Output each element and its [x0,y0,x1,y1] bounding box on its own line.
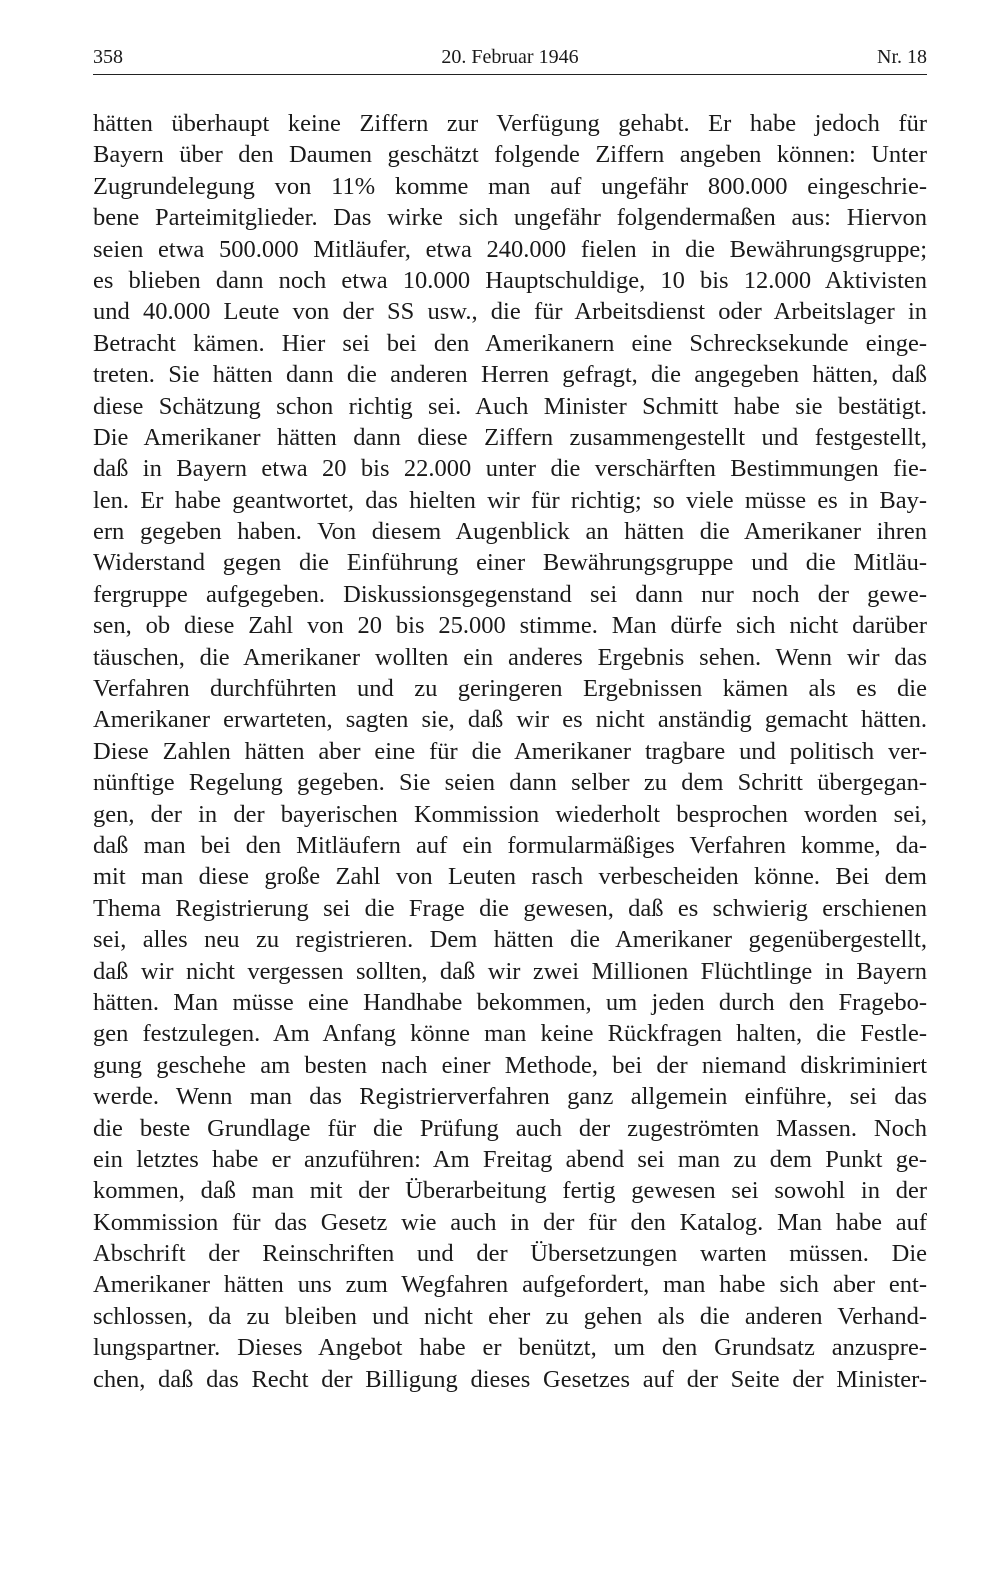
text-line: daß wir nicht vergessen sollten, daß wir zwei Millionen Flüchtlinge in Bayern [93,957,927,985]
text-line: gen festzulegen. Am Anfang könne man keine Rückfragen halten, die Festle- [93,1020,927,1048]
page-number: 358 [93,46,123,68]
text-line: Verfahren durchführten und zu geringeren Ergebnissen kämen als es die [93,675,927,703]
text-line: Amerikaner erwarteten, sagten sie, daß wir es nicht anständig gemacht hätten. [93,706,927,734]
text-line: hätten. Man müsse eine Handhabe bekommen, um jeden durch den Fragebo- [93,988,927,1016]
text-line: täuschen, die Amerikaner wollten ein anderes Ergebnis sehen. Wenn wir das [93,643,927,671]
text-line: bene Parteimitglieder. Das wirke sich ungefähr folgendermaßen aus: Hiervon [93,204,927,232]
text-line: Die Amerikaner hätten dann diese Ziffern zusammengestellt und festgestellt, [93,423,927,451]
text-line: Abschrift der Reinschriften und der Übersetzungen warten müssen. Die [93,1240,927,1268]
text-line: und 40.000 Leute von der SS usw., die für Arbeitsdienst oder Arbeitslager in [93,298,927,326]
text-line: daß man bei den Mitläufern auf ein formularmäßiges Verfahren komme, da- [93,831,927,859]
text-line: seien etwa 500.000 Mitläufer, etwa 240.000 fielen in die Bewährungsgruppe; [93,235,927,263]
text-line: Betracht kämen. Hier sei bei den Amerikanern eine Schrecksekunde einge- [93,329,927,357]
text-line: gen, der in der bayerischen Kommission wiederholt besprochen worden sei, [93,800,927,828]
text-line: Widerstand gegen die Einführung einer Bewährungsgruppe und die Mitläu- [93,549,927,577]
text-line: fergruppe aufgegeben. Diskussionsgegenstand sei dann nur noch der gewe- [93,580,927,608]
text-line: Kommission für das Gesetz wie auch in der für den Katalog. Man habe auf [93,1208,927,1236]
text-line: gung geschehe am besten nach einer Methode, bei der niemand diskriminiert [93,1051,927,1079]
text-line: ern gegeben haben. Von diesem Augenblick an hätten die Amerikaner ihren [93,518,927,546]
header-date: 20. Februar 1946 [441,46,579,68]
text-line: ein letztes habe er anzuführen: Am Freitag abend sei man zu dem Punkt ge- [93,1145,927,1173]
text-line: chen, daß das Recht der Billigung dieses Gesetzes auf der Seite der Minister- [93,1365,927,1393]
issue-number: Nr. 18 [877,46,927,68]
body-paragraph [93,108,927,1395]
text-line: sen, ob diese Zahl von 20 bis 25.000 stimme. Man dürfe sich nicht darüber [93,612,927,640]
text-line: werde. Wenn man das Registrierverfahren ganz allgemein einführe, sei das [93,1083,927,1111]
text-line: es blieben dann noch etwa 10.000 Hauptschuldige, 10 bis 12.000 Aktivisten [93,266,927,294]
text-line: lungspartner. Dieses Angebot habe er benützt, um den Grundsatz anzuspre- [93,1334,927,1362]
text-line: len. Er habe geantwortet, das hielten wir für richtig; so viele müsse es in Bay- [93,486,927,514]
text-line: nünftige Regelung gegeben. Sie seien dann selber zu dem Schritt übergegan- [93,769,927,797]
text-line: mit man diese große Zahl von Leuten rasch verbescheiden könne. Bei dem [93,863,927,891]
text-line: Thema Registrierung sei die Frage die gewesen, daß es schwierig erschienen [93,894,927,922]
text-line: hätten überhaupt keine Ziffern zur Verfügung gehabt. Er habe jedoch für [93,110,927,137]
text-line: kommen, daß man mit der Überarbeitung fertig gewesen sei sowohl in der [93,1177,927,1205]
text-line: Zugrundelegung von 11% komme man auf ungefähr 800.000 eingeschrie- [93,172,927,200]
text-line: treten. Sie hätten dann die anderen Herren gefragt, die angegeben hätten, daß [93,361,927,389]
running-header [93,40,927,75]
text-line: Diese Zahlen hätten aber eine für die Amerikaner tragbare und politisch ver- [93,737,927,765]
text-line: diese Schätzung schon richtig sei. Auch Minister Schmitt habe sie bestätigt. [93,392,927,420]
text-line: schlossen, da zu bleiben und nicht eher zu gehen als die anderen Verhand- [93,1302,927,1330]
text-line: Amerikaner hätten uns zum Wegfahren aufgefordert, man habe sich aber ent- [93,1271,927,1299]
text-line: sei, alles neu zu registrieren. Dem hätten die Amerikaner gegenübergestellt, [93,926,927,954]
text-line: daß in Bayern etwa 20 bis 22.000 unter die verschärften Bestimmungen fie- [93,455,927,483]
text-line: Bayern über den Daumen geschätzt folgende Ziffern angeben können: Unter [93,141,927,169]
text-line: die beste Grundlage für die Prüfung auch der zugeströmten Massen. Noch [93,1114,927,1142]
document-page [93,40,927,1395]
